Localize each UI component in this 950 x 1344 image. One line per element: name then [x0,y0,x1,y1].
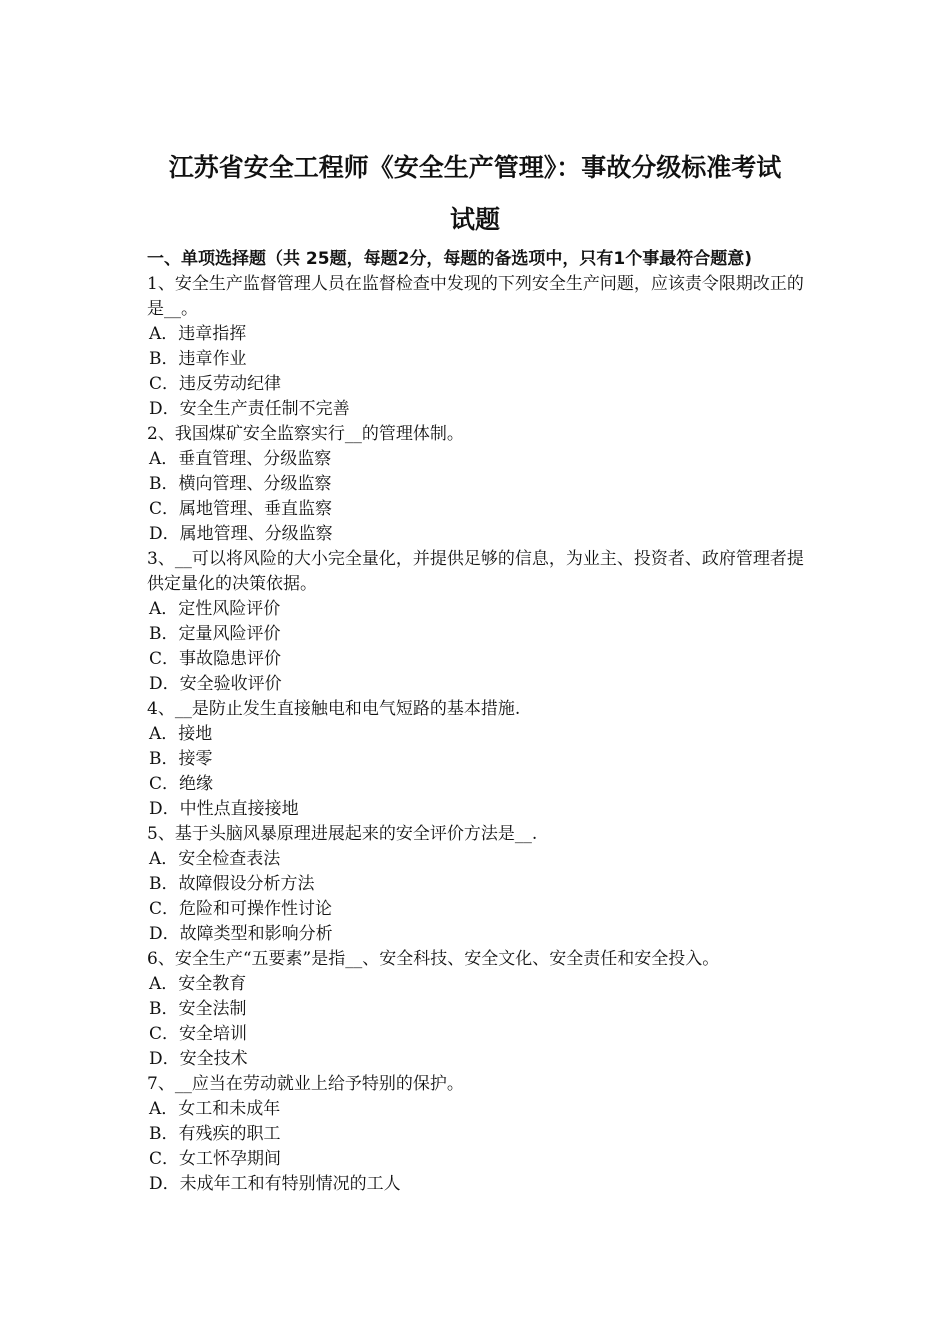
option-b: B．故障假设分析方法 [149,874,315,894]
question-7 [147,1072,815,1197]
option-a: A．安全检查表法 [149,849,281,869]
option-a: A．定性风险评价 [149,599,281,619]
option-a: A．女工和未成年 [149,1099,281,1119]
option-d: D．未成年工和有特别情况的工人 [149,1174,401,1194]
question-stem: 1、安全生产监督管理人员在监督检查中发现的下列安全生产问题，应该责令限期改正的是__。 [147,274,804,319]
question-1 [147,272,815,422]
option-c: C．违反劳动纪律 [149,374,282,394]
question-stem: 3、__可以将风险的大小完全量化，并提供足够的信息，为业主、投资者、政府管理者提供定量化的决策依据。 [147,549,804,594]
option-b: B．安全法制 [149,999,247,1019]
question-4 [147,697,815,822]
question-6 [147,947,815,1072]
document-title-line2: 试题 [449,205,500,234]
question-stem: 5、基于头脑风暴原理进展起来的安全评价方法是__. [147,824,538,844]
option-c: C．安全培训 [149,1024,248,1044]
option-d: D．安全技术 [149,1049,248,1069]
question-3 [147,547,815,697]
option-b: B．有残疾的职工 [149,1124,281,1144]
document-body [147,247,815,1197]
option-d: D．属地管理、分级监察 [149,524,333,544]
option-a: A．垂直管理、分级监察 [149,449,332,469]
option-a: A．安全教育 [149,974,247,994]
document-title-line1: 江苏省安全工程师《安全生产管理》：事故分级标准考试 [168,153,782,182]
option-d: D．安全生产责任制不完善 [149,399,350,419]
question-stem: 7、__应当在劳动就业上给予特别的保护。 [147,1074,464,1094]
question-stem: 6、安全生产“五要素”是指__、安全科技、安全文化、安全责任和安全投入。 [147,949,720,969]
option-c: C．属地管理、垂直监察 [149,499,333,519]
option-c: C．女工怀孕期间 [149,1149,282,1169]
option-a: A．接地 [149,724,213,744]
option-d: D．安全验收评价 [149,674,282,694]
option-d: D．中性点直接接地 [149,799,299,819]
question-2 [147,422,815,547]
question-stem: 4、__是防止发生直接触电和电气短路的基本措施. [147,699,521,719]
option-a: A．违章指挥 [149,324,247,344]
option-b: B．定量风险评价 [149,624,281,644]
option-b: B．违章作业 [149,349,247,369]
option-c: C．危险和可操作性讨论 [149,899,333,919]
option-c: C．绝缘 [149,774,214,794]
question-stem: 2、我国煤矿安全监察实行__的管理体制。 [147,424,464,444]
question-5 [147,822,815,947]
section-heading: 一、单项选择题（共 25题，每题2分，每题的备选项中，只有1个事最符合题意) [147,249,753,269]
option-c: C．事故隐患评价 [149,649,282,669]
option-d: D．故障类型和影响分析 [149,924,333,944]
option-b: B．接零 [149,749,213,769]
option-b: B．横向管理、分级监察 [149,474,332,494]
